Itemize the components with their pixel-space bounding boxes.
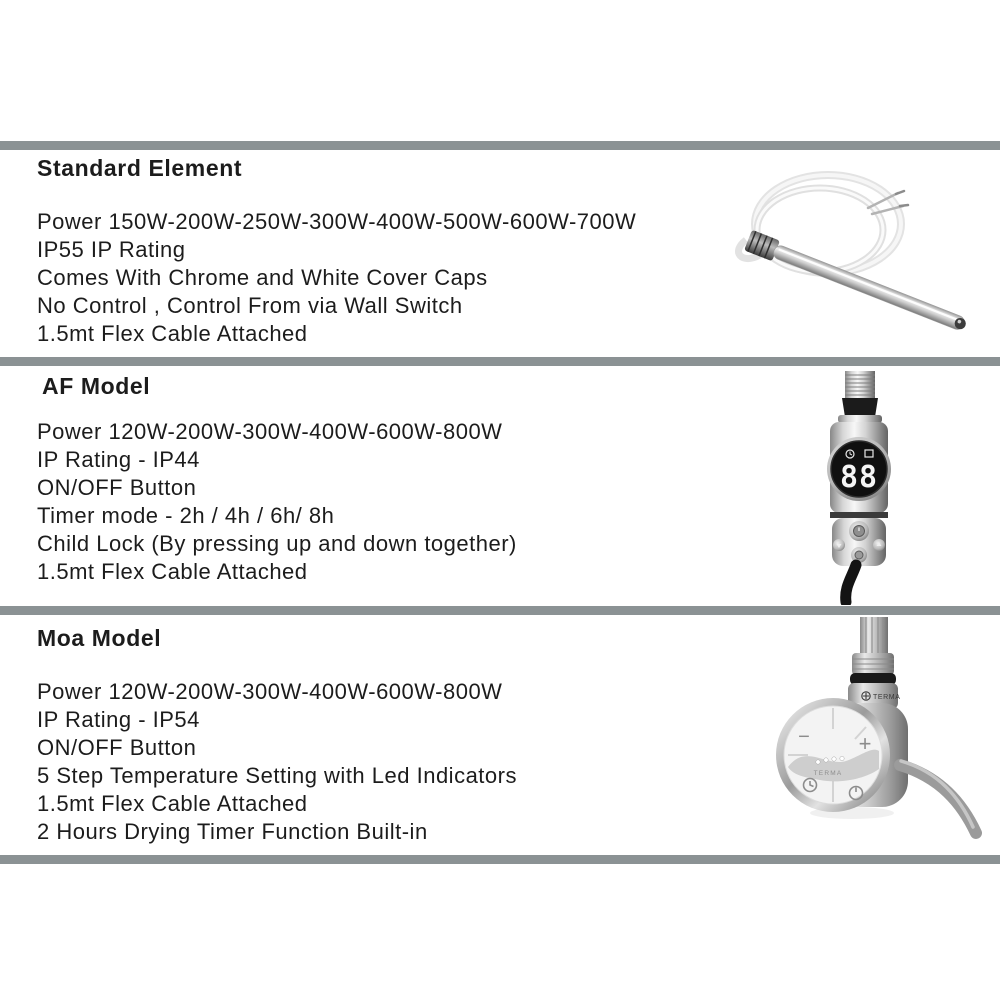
face-brand-label: TERMA bbox=[813, 770, 843, 777]
plus-control: + bbox=[858, 731, 872, 756]
power-cable bbox=[846, 565, 856, 602]
minus-control: − bbox=[798, 726, 810, 748]
body-seam bbox=[830, 512, 888, 518]
onoff-button bbox=[849, 521, 869, 541]
threaded-stem bbox=[838, 371, 882, 423]
black-collar bbox=[842, 398, 878, 417]
section-title-moa-model: Moa Model bbox=[37, 625, 162, 651]
spec-line: No Control , Control From via Wall Switch bbox=[37, 293, 463, 318]
spec-line: Child Lock (By pressing up and down together) bbox=[37, 531, 517, 556]
digital-display bbox=[827, 437, 891, 501]
flex-cable-coil bbox=[739, 175, 901, 273]
section-title-af-model: AF Model bbox=[42, 373, 151, 399]
spec-line: Comes With Chrome and White Cover Caps bbox=[37, 265, 488, 290]
spec-line: 1.5mt Flex Cable Attached bbox=[37, 321, 308, 346]
spec-list-standard-element bbox=[37, 208, 727, 348]
spec-list-moa-model bbox=[37, 678, 727, 846]
af-thermostatic-controller-photo bbox=[790, 365, 920, 605]
spec-line: Power 120W-200W-300W-400W-600W-800W bbox=[37, 419, 503, 444]
divider-bar bbox=[0, 606, 1000, 615]
spec-line: Timer mode - 2h / 4h / 6h/ 8h bbox=[37, 503, 335, 528]
up-arrow-button bbox=[873, 539, 885, 551]
power-cable bbox=[900, 765, 976, 833]
down-arrow-button bbox=[833, 539, 845, 551]
element-rod bbox=[744, 230, 969, 336]
spec-line: 5 Step Temperature Setting with Led Indicators bbox=[37, 763, 517, 788]
spec-line: ON/OFF Button bbox=[37, 475, 197, 500]
brand-band-label: TERMA bbox=[873, 694, 901, 701]
spec-line: IP55 IP Rating bbox=[37, 237, 186, 262]
control-face bbox=[776, 698, 890, 812]
standard-heating-element-photo bbox=[700, 150, 990, 355]
moa-thermostatic-controller-photo bbox=[770, 615, 1000, 860]
fluted-stem bbox=[850, 617, 896, 685]
spec-line: ON/OFF Button bbox=[37, 735, 197, 760]
spec-line: 1.5mt Flex Cable Attached bbox=[37, 791, 308, 816]
spec-line: 1.5mt Flex Cable Attached bbox=[37, 559, 308, 584]
divider-bar bbox=[0, 141, 1000, 150]
spec-line: Power 150W-200W-250W-300W-400W-500W-600W-700W bbox=[37, 209, 637, 234]
spec-line: IP Rating - IP44 bbox=[37, 447, 200, 472]
spec-line: 2 Hours Drying Timer Function Built-in bbox=[37, 819, 428, 844]
section-title-standard-element: Standard Element bbox=[37, 155, 243, 181]
spec-line: Power 120W-200W-300W-400W-600W-800W bbox=[37, 679, 503, 704]
spec-list-af-model bbox=[37, 418, 727, 586]
display-digits: 88 bbox=[839, 460, 879, 495]
spec-line: IP Rating - IP54 bbox=[37, 707, 200, 732]
